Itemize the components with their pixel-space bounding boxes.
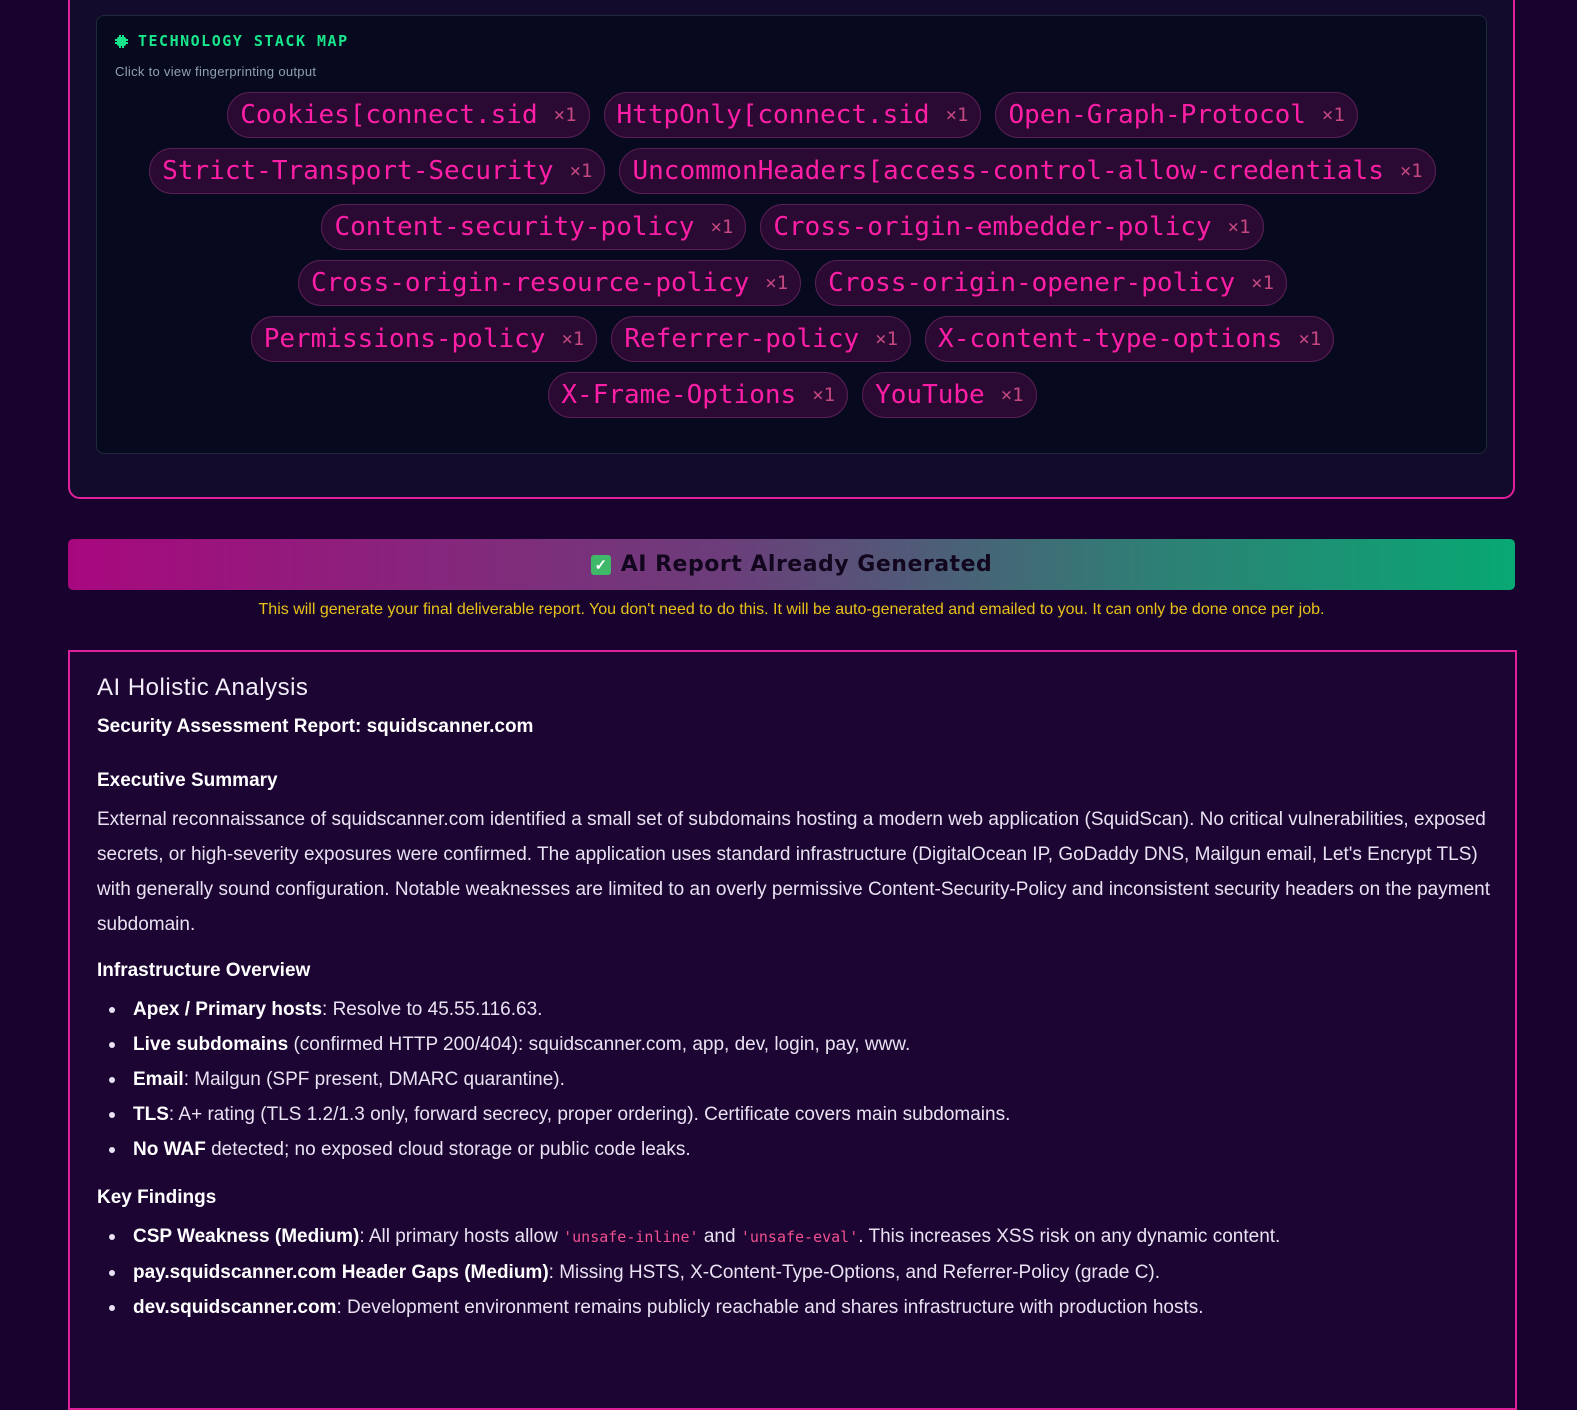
tech-stack-title: TECHNOLOGY STACK MAP — [138, 32, 349, 50]
report-title: Security Assessment Report: squidscanner.com — [97, 716, 534, 737]
tech-tag[interactable]: UncommonHeaders[access-control-allow-credentials ×1 — [619, 148, 1435, 194]
list-item: No WAF detected; no exposed cloud storage or public code leaks. — [133, 1132, 1492, 1167]
technology-stack-map[interactable] — [96, 15, 1487, 454]
tag-count: ×1 — [553, 104, 577, 126]
ai-report-button-label: AI Report Already Generated — [620, 552, 993, 577]
tag-count: ×1 — [945, 104, 969, 126]
list-item: Live subdomains (confirmed HTTP 200/404): squidscanner.com, app, dev, login, pay, www. — [133, 1027, 1492, 1062]
tech-tag[interactable]: Content-security-policy ×1 — [321, 204, 746, 250]
tag-count: ×1 — [812, 384, 836, 406]
tag-count: ×1 — [561, 328, 585, 350]
list-item: CSP Weakness (Medium): All primary hosts allow 'unsafe-inline' and 'unsafe-eval'. This increases XSS risk on any dynamic content. — [133, 1219, 1492, 1255]
tag-count: ×1 — [569, 160, 593, 182]
inline-code: 'unsafe-eval' — [740, 1228, 859, 1246]
infrastructure-list — [97, 992, 1492, 1167]
exec-summary-text: External reconnaissance of squidscanner.com identified a small set of subdomains hosting a modern web application (SquidScan). No critical vulnerabilities, exposed secrets, or high-severity exposures were confirmed. The application uses standard infrastructure (DigitalOcean IP, GoDaddy DNS, Mailgun email, Let's Encrypt TLS) with generally sound configuration. Notable weaknesses are limited to an overly permissive Content-Security-Policy and inconsistent security headers on the payment subdomain. — [97, 809, 1490, 935]
list-item: Apex / Primary hosts: Resolve to 45.55.116.63. — [133, 992, 1492, 1027]
tech-tag[interactable]: Cross-origin-embedder-policy ×1 — [760, 204, 1263, 250]
tech-tag-list — [121, 92, 1464, 418]
inline-code: 'unsafe-inline' — [563, 1228, 699, 1246]
tech-tag[interactable]: Cross-origin-resource-policy ×1 — [298, 260, 801, 306]
list-item: TLS: A+ rating (TLS 1.2/1.3 only, forward secrecy, proper ordering). Certificate covers main subdomains. — [133, 1097, 1492, 1132]
tech-tag[interactable]: Referrer-policy ×1 — [611, 316, 911, 362]
key-findings-list — [97, 1219, 1492, 1325]
tag-count: ×1 — [1298, 328, 1322, 350]
exec-summary-heading: Executive Summary — [97, 770, 278, 791]
chip-icon — [115, 35, 128, 48]
tag-count: ×1 — [765, 272, 789, 294]
ai-report-notice: This will generate your final deliverable report. You don't need to do this. It will be auto-generated and emailed to you. It can only be done once per job. — [258, 601, 1325, 618]
tech-tag[interactable]: X-content-type-options ×1 — [925, 316, 1334, 362]
tech-tag[interactable]: Permissions-policy ×1 — [251, 316, 598, 362]
tag-count: ×1 — [1399, 160, 1423, 182]
analysis-title: AI Holistic Analysis — [97, 674, 309, 701]
tech-tag[interactable]: Cross-origin-opener-policy ×1 — [815, 260, 1287, 306]
tech-tag[interactable]: X-Frame-Options ×1 — [548, 372, 848, 418]
list-item: pay.squidscanner.com Header Gaps (Medium): Missing HSTS, X-Content-Type-Options, and Referrer-Policy (grade C). — [133, 1255, 1492, 1290]
tech-stack-subtitle: Click to view fingerprinting output — [115, 64, 317, 79]
tag-count: ×1 — [710, 216, 734, 238]
list-item: dev.squidscanner.com: Development environment remains publicly reachable and shares infrastructure with production hosts. — [133, 1290, 1492, 1325]
tag-count: ×1 — [1227, 216, 1251, 238]
tech-tag[interactable]: Strict-Transport-Security ×1 — [149, 148, 605, 194]
check-icon: ✓ — [591, 555, 611, 575]
tech-tag[interactable]: Open-Graph-Protocol ×1 — [995, 92, 1357, 138]
list-item: Email: Mailgun (SPF present, DMARC quarantine). — [133, 1062, 1492, 1097]
infrastructure-heading: Infrastructure Overview — [97, 960, 311, 981]
key-findings-heading: Key Findings — [97, 1187, 217, 1208]
tag-count: ×1 — [875, 328, 899, 350]
tag-count: ×1 — [1321, 104, 1345, 126]
tag-count: ×1 — [1000, 384, 1024, 406]
tech-stack-header — [115, 32, 349, 50]
tag-count: ×1 — [1251, 272, 1275, 294]
tech-tag[interactable]: Cookies[connect.sid ×1 — [227, 92, 589, 138]
tech-tag[interactable]: HttpOnly[connect.sid ×1 — [604, 92, 982, 138]
ai-report-button[interactable] — [68, 539, 1515, 590]
tech-tag[interactable]: YouTube ×1 — [862, 372, 1036, 418]
ai-analysis-panel — [68, 650, 1517, 1410]
